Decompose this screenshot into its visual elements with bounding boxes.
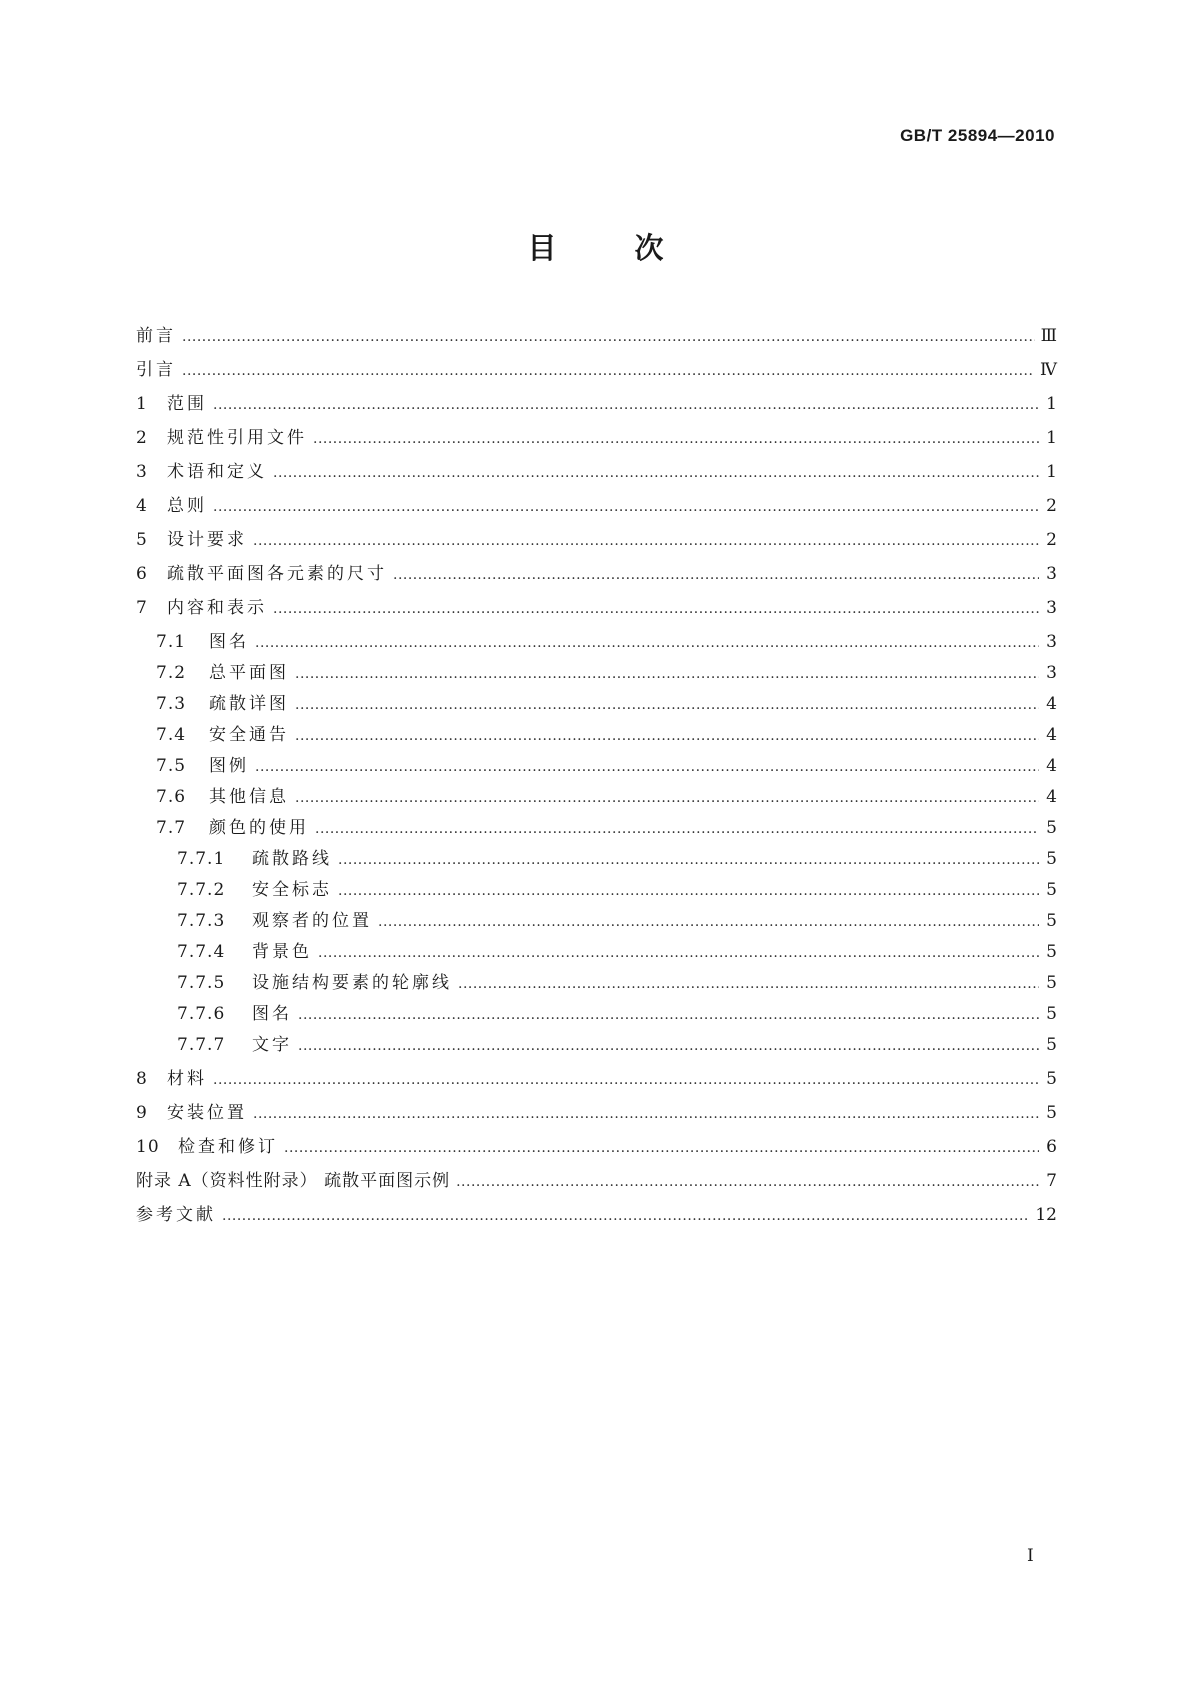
toc-entry-number: 7 [136, 598, 148, 618]
standard-code: GB/T 25894—2010 [900, 126, 1055, 145]
toc-entry-number: 7.7.4 [177, 942, 226, 962]
toc-entry-label: 图名 [252, 1004, 292, 1024]
dot-leader [182, 328, 1035, 352]
dot-leader [295, 727, 1039, 751]
dot-leader [318, 944, 1039, 968]
toc-entry-7-2[interactable] [136, 661, 1057, 685]
toc-entry-annex-a[interactable] [136, 1169, 1057, 1193]
toc-entry-number: 10 [136, 1137, 160, 1157]
toc-entry-label: 文字 [252, 1035, 292, 1055]
dot-leader [458, 975, 1039, 999]
toc-entry-label: 附录 A（资料性附录） 疏散平面图示例 [136, 1171, 451, 1191]
toc-entry-7-7-6[interactable] [136, 1002, 1057, 1026]
toc-entry-number: 2 [136, 428, 148, 448]
dot-leader [255, 634, 1039, 658]
toc-entry-page: 2 [1046, 530, 1057, 550]
toc-title-char-2: 次 [634, 231, 664, 265]
toc-entry-7-1[interactable] [136, 630, 1057, 654]
page-number: I [1027, 1546, 1034, 1566]
toc-entry-label: 材料 [167, 1069, 207, 1089]
toc-entry-number: 7.7 [156, 818, 187, 838]
toc-entry-page: 4 [1046, 787, 1057, 807]
dot-leader [298, 1037, 1039, 1061]
toc-entry-number: 7.7.7 [177, 1035, 226, 1055]
toc-entry-7-7[interactable] [136, 816, 1057, 840]
toc-entry-number: 7.4 [156, 725, 187, 745]
toc-entry-page: Ⅲ [1040, 326, 1057, 346]
toc-entry-number: 5 [136, 530, 148, 550]
dot-leader [255, 758, 1039, 782]
toc-entry-number: 8 [136, 1069, 148, 1089]
dot-leader [378, 913, 1039, 937]
toc-entry-7-7-7[interactable] [136, 1033, 1057, 1057]
dot-leader [313, 430, 1039, 454]
toc-entry-label: 安全通告 [209, 725, 289, 745]
toc-entry-6[interactable] [136, 562, 1057, 586]
toc-entry-page: 7 [1046, 1171, 1057, 1191]
toc-entry-number: 7.7.6 [177, 1004, 226, 1024]
toc-entry-7-7-4[interactable] [136, 940, 1057, 964]
dot-leader [295, 696, 1039, 720]
toc-entry-bibliography[interactable] [136, 1203, 1057, 1227]
dot-leader [393, 566, 1039, 590]
toc-entry-8[interactable] [136, 1067, 1057, 1091]
toc-entry-number: 6 [136, 564, 148, 584]
toc-entry-page: 5 [1046, 818, 1057, 838]
dot-leader [253, 1105, 1039, 1129]
toc-entry-page: 1 [1046, 394, 1057, 414]
toc-entry-label: 规范性引用文件 [167, 428, 307, 448]
toc-entry-page: 3 [1046, 632, 1057, 652]
toc-entry-introduction[interactable] [136, 358, 1057, 382]
dot-leader [338, 851, 1039, 875]
toc-entry-label: 引言 [136, 360, 176, 380]
toc-entry-label: 颜色的使用 [209, 818, 309, 838]
toc-entry-7-3[interactable] [136, 692, 1057, 716]
toc-entry-page: 5 [1046, 1035, 1057, 1055]
toc-entry-page: 5 [1046, 1103, 1057, 1123]
dot-leader [182, 362, 1034, 386]
toc-entry-number: 7.7.3 [177, 911, 226, 931]
toc-entry-label: 内容和表示 [167, 598, 267, 618]
toc-entry-page: 3 [1046, 564, 1057, 584]
toc-entry-7-6[interactable] [136, 785, 1057, 809]
toc-entry-number: 7.1 [156, 632, 187, 652]
toc-entry-7-7-2[interactable] [136, 878, 1057, 902]
toc-entry-page: 5 [1046, 942, 1057, 962]
toc-entry-label: 总则 [167, 496, 207, 516]
dot-leader [315, 820, 1039, 844]
toc-entry-9[interactable] [136, 1101, 1057, 1125]
toc-entry-page: 5 [1046, 880, 1057, 900]
toc-entry-number: 7.7.2 [177, 880, 226, 900]
dot-leader [284, 1139, 1039, 1163]
toc-entry-page: 2 [1046, 496, 1057, 516]
toc-entry-page: 3 [1046, 598, 1057, 618]
toc-entry-label: 其他信息 [209, 787, 289, 807]
dot-leader [273, 600, 1039, 624]
toc-entry-page: 5 [1046, 911, 1057, 931]
dot-leader [298, 1006, 1039, 1030]
toc-entry-page: 3 [1046, 663, 1057, 683]
toc-entry-label: 总平面图 [209, 663, 289, 683]
toc-entry-label: 术语和定义 [167, 462, 267, 482]
toc-entry-4[interactable] [136, 494, 1057, 518]
toc-entry-page: 1 [1046, 462, 1057, 482]
toc-entry-number: 7.5 [156, 756, 187, 776]
dot-leader [222, 1207, 1029, 1231]
toc-entry-number: 1 [136, 394, 148, 414]
toc-entry-7-7-5[interactable] [136, 971, 1057, 995]
toc-entry-7-5[interactable] [136, 754, 1057, 778]
dot-leader [213, 396, 1039, 420]
toc-entry-number: 7.6 [156, 787, 187, 807]
dot-leader [213, 1071, 1039, 1095]
toc-entry-label: 疏散路线 [252, 849, 332, 869]
toc-entry-2[interactable] [136, 426, 1057, 450]
toc-entry-label: 前言 [136, 326, 176, 346]
toc-entry-7-4[interactable] [136, 723, 1057, 747]
toc-entry-label: 疏散详图 [209, 694, 289, 714]
toc-entry-label: 疏散平面图各元素的尺寸 [167, 564, 387, 584]
toc-entry-number: 7.3 [156, 694, 187, 714]
dot-leader [273, 464, 1039, 488]
toc-entry-page: 6 [1046, 1137, 1057, 1157]
toc-entry-label: 图例 [209, 756, 249, 776]
toc-entry-page: 12 [1035, 1205, 1057, 1225]
toc-entry-label: 安全标志 [252, 880, 332, 900]
toc-entry-label: 设施结构要素的轮廓线 [252, 973, 452, 993]
dot-leader [456, 1173, 1039, 1197]
toc-entry-page: 5 [1046, 973, 1057, 993]
toc-entry-5[interactable] [136, 528, 1057, 552]
toc-entry-7[interactable] [136, 596, 1057, 620]
dot-leader [253, 532, 1039, 556]
toc-entry-10[interactable] [136, 1135, 1057, 1159]
toc-entry-number: 7.7.1 [177, 849, 226, 869]
toc-entry-number: 7.7.5 [177, 973, 226, 993]
toc-entry-label: 范围 [167, 394, 207, 414]
dot-leader [213, 498, 1039, 522]
toc-entry-page: 1 [1046, 428, 1057, 448]
toc-entry-label: 观察者的位置 [252, 911, 372, 931]
toc-entry-label: 检查和修订 [178, 1137, 278, 1157]
toc-entry-number: 3 [136, 462, 148, 482]
toc-entry-page: 5 [1046, 849, 1057, 869]
toc-entry-label: 设计要求 [167, 530, 247, 550]
toc-entry-3[interactable] [136, 460, 1057, 484]
toc-entry-label: 图名 [209, 632, 249, 652]
toc-entry-number: 4 [136, 496, 148, 516]
toc-entry-label: 背景色 [252, 942, 312, 962]
toc-title-char-1: 目 [527, 231, 557, 265]
toc-entry-7-7-1[interactable] [136, 847, 1057, 871]
toc-entry-page: 4 [1046, 694, 1057, 714]
toc-entry-page: 4 [1046, 725, 1057, 745]
toc-entry-foreword[interactable] [136, 324, 1057, 348]
toc-entry-number: 7.2 [156, 663, 187, 683]
toc-title [0, 226, 1191, 267]
toc-entry-label: 参考文献 [136, 1205, 216, 1225]
toc-entry-1[interactable] [136, 392, 1057, 416]
dot-leader [295, 789, 1039, 813]
toc-entry-7-7-3[interactable] [136, 909, 1057, 933]
toc-entry-number: 9 [136, 1103, 148, 1123]
dot-leader [338, 882, 1039, 906]
toc-entry-page: 4 [1046, 756, 1057, 776]
toc-entry-page: 5 [1046, 1069, 1057, 1089]
toc-entry-label: 安装位置 [167, 1103, 247, 1123]
toc-entry-page: 5 [1046, 1004, 1057, 1024]
dot-leader [295, 665, 1039, 689]
toc-entry-page: Ⅳ [1040, 360, 1057, 380]
